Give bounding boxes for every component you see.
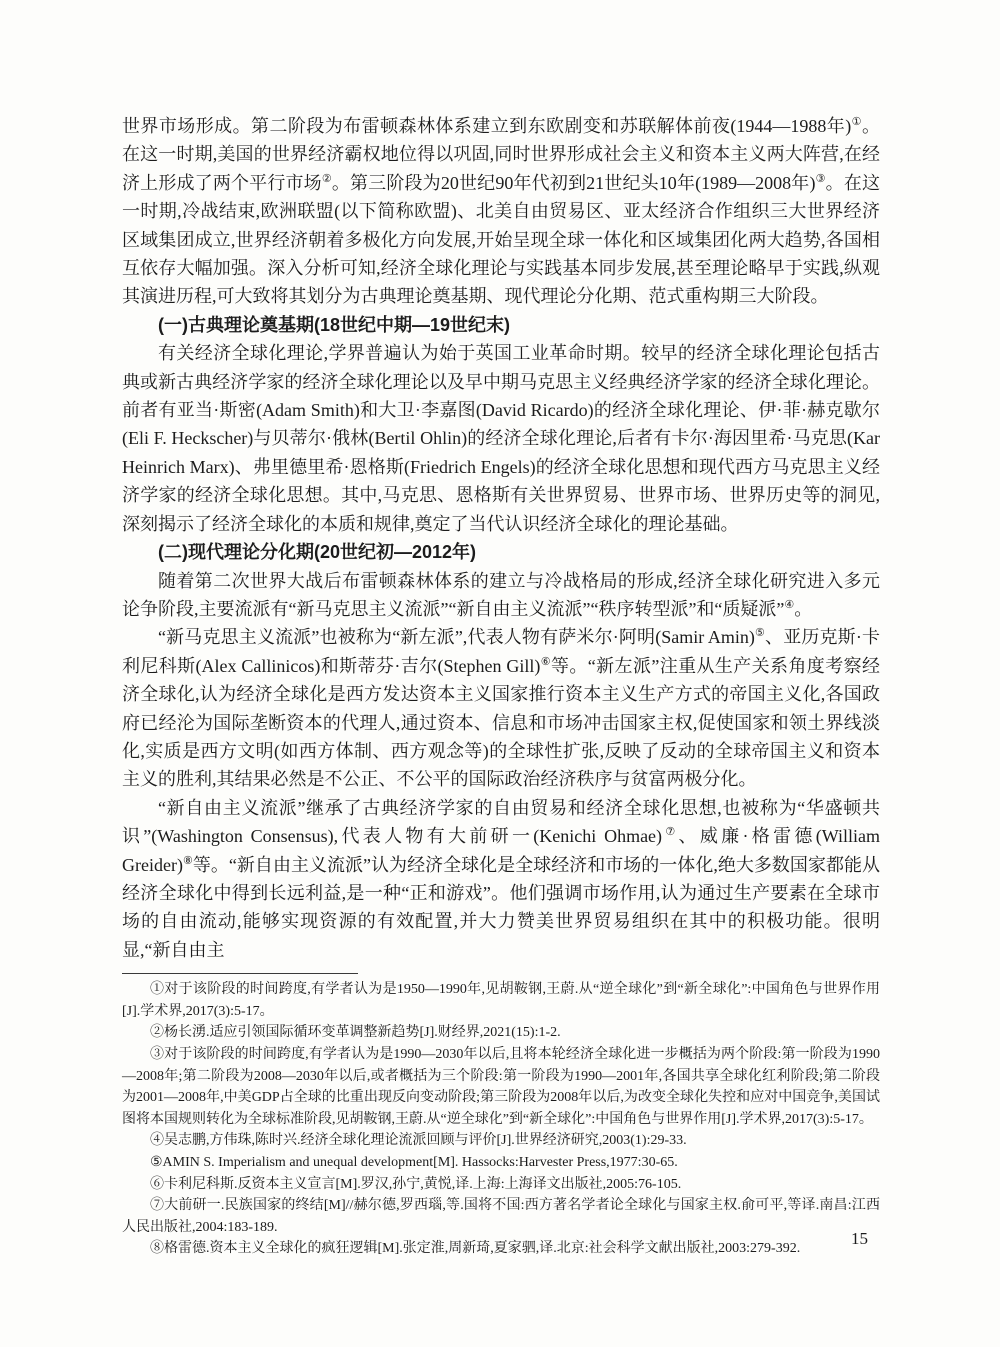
footnote: ③对于该阶段的时间跨度,有学者认为是1990—2030年以后,且将本轮经济全球化进一步概括为两个阶段:第一阶段为1990—2008年;第二阶段为2008—2030年以后,或者概括为三个阶段:第一阶段为1990—2001年,各国共享全球化红利阶段;第二阶段为2001—2008年,中美GDP占全球的比重出现反向变动阶段;第三阶段为2008年以后,为改变全球化失控和应对中国竞争,美国试图将本国规则转化为全球标准阶段,见胡鞍钢,王蔚.从“逆全球化”到“新全球化”:中国角色与世界作用[J].学术界,2017(3):5-17。 [122,1046,880,1127]
footnote-ref: ② [321,172,332,185]
page-number: 15 [851,1229,868,1248]
footnote-ref: ⑤ [754,627,766,640]
footnote: ⑤AMIN S. Imperialism and unequal development[M]. Hassocks:Harvester Press,1977:30-65. [150,1154,678,1170]
body-paragraph: 世界市场形成。第二阶段为布雷顿森林体系建立到东欧剧变和苏联解体前夜(1944—1988年)①。在这一时期,美国的世界经济霸权地位得以巩固,同时世界形成社会主义和资本主义两大阵营,在经济上形成了两个平行市场②。第三阶段为20世纪90年代初到21世纪头10年(1989—2008年)③。在这一时期,冷战结束,欧洲联盟(以下简称欧盟)、北美自由贸易区、亚太经济合作组织三大世界经济区域集团成立,世界经济朝着多极化方向发展,开始呈现全球一体化和区域集团化两大趋势,各国相互依存大幅加强。深入分析可知,经济全球化理论与实践基本同步发展,甚至理论略早于实践,纵观其演进历程,可大致将其划分为古典理论奠基期、现代理论分化期、范式重构期三大阶段。 [122,116,880,307]
footnote: ⑧格雷德.资本主义全球化的疯狂逻辑[M].张定淮,周新琦,夏家驷,译.北京:社会科学文献出版社,2003:279-392. [150,1241,801,1257]
footnotes-list [122,979,880,1260]
document-body [122,112,880,964]
footnote-ref: ④ [784,598,795,611]
footnote-ref: ① [851,116,862,128]
footnote: ④吴志鹏,方伟珠,陈时兴.经济全球化理论流派回顾与评价[J].世界经济研究,2003(1):29-33. [150,1133,687,1149]
footnote-ref: ⑦ [662,826,679,839]
footnote: ⑦大前研一.民族国家的终结[M]//赫尔德,罗西瑙,等.国将不国:西方著名学者论全球化与国家主权.俞可平,等译.南昌:江西人民出版社,2004:183-189. [122,1198,880,1235]
footnote: ②杨长湧.适应引领国际循环变革调整新趋势[J].财经界,2021(15):1-2. [150,1025,561,1041]
body-paragraph: “新自由主义流派”继承了古典经济学家的自由贸易和经济全球化思想,也被称为“华盛顿共识”(Washington Consensus),代表人物有大前研一(Kenichi Ohmae)⑦、威廉·格雷德(William Greider)⑧等。“新自由主义流派”认为经济全球化是全球经济和市场的一体化,绝大多数国家都能从经济全球化中得到长远利益,是一种“正和游戏”。他们强调市场作用,认为通过生产要素在全球市场的自由流动,能够实现资源的有效配置,并大力赞美世界贸易组织在其中的积极功能。很明显,“新自由主 [122,797,880,960]
body-paragraph: 随着第二次世界大战后布雷顿森林体系的建立与冷战格局的形成,经济全球化研究进入多元论争阶段,主要流派有“新马克思主义流派”“新自由主义流派”“秩序转型派”和“质疑派”④。 [122,570,880,619]
footnote-ref: ③ [815,172,826,185]
section-heading: (一)古典理论奠基期(18世纪中期—19世纪末) [158,314,511,335]
footnote-ref: ⑧ [182,854,193,867]
body-paragraph: “新马克思主义流派”也被称为“新左派”,代表人物有萨米尔·阿明(Samir Amin)⑤、亚历克斯·卡利尼科斯(Alex Callinicos)和斯蒂芬·吉尔(Stephen Gill)⑥等。“新左派”注重从生产关系角度考察经济全球化,认为经济全球化是西方发达资本主义国家推行资本主义生产方式的帝国主义化,各国政府已经沦为国际垄断资本的代理人,通过资本、信息和市场冲击国家主权,促使国家和领土界线淡化,实质是西方文明(如西方体制、西方观念等)的全球性扩张,反映了反动的全球帝国主义和资本主义的胜利,其结果必然是不公正、不公平的国际政治经济秩序与贫富两极分化。 [122,627,880,790]
document-content [122,112,880,1260]
footnote: ①对于该阶段的时间跨度,有学者认为是1950—1990年,见胡鞍钢,王蔚.从“逆全球化”到“新全球化”:中国角色与世界作用[J].学术界,2017(3):5-17。 [122,982,880,1019]
footnote-ref: ⑥ [540,655,552,668]
body-paragraph: 有关经济全球化理论,学界普遍认为始于英国工业革命时期。较早的经济全球化理论包括古典或新古典经济学家的经济全球化理论以及早中期马克思主义经典经济学家的经济全球化理论。前者有亚当·斯密(Adam Smith)和大卫·李嘉图(David Ricardo)的经济全球化理论、伊·菲·赫克歇尔(Eli F. Heckscher)与贝蒂尔·俄林(Bertil Ohlin)的经济全球化理论,后者有卡尔·海因里希·马克思(Kar Heinrich Marx)、弗里德里希·恩格斯(Friedrich Engels)的经济全球化思想和现代西方马克思主义经济学家的经济全球化思想。其中,马克思、恩格斯有关世界贸易、世界市场、世界历史等的洞见,深刻揭示了经济全球化的本质和规律,奠定了当代认识经济全球化的理论基础。 [122,343,880,534]
footnote-separator [122,973,358,974]
footnote: ⑥卡利尼科斯.反资本主义宣言[M].罗汉,孙宁,黄悦,译.上海:上海译文出版社,2005:76-105. [150,1176,682,1192]
section-heading: (二)现代理论分化期(20世纪初—2012年) [158,542,477,563]
